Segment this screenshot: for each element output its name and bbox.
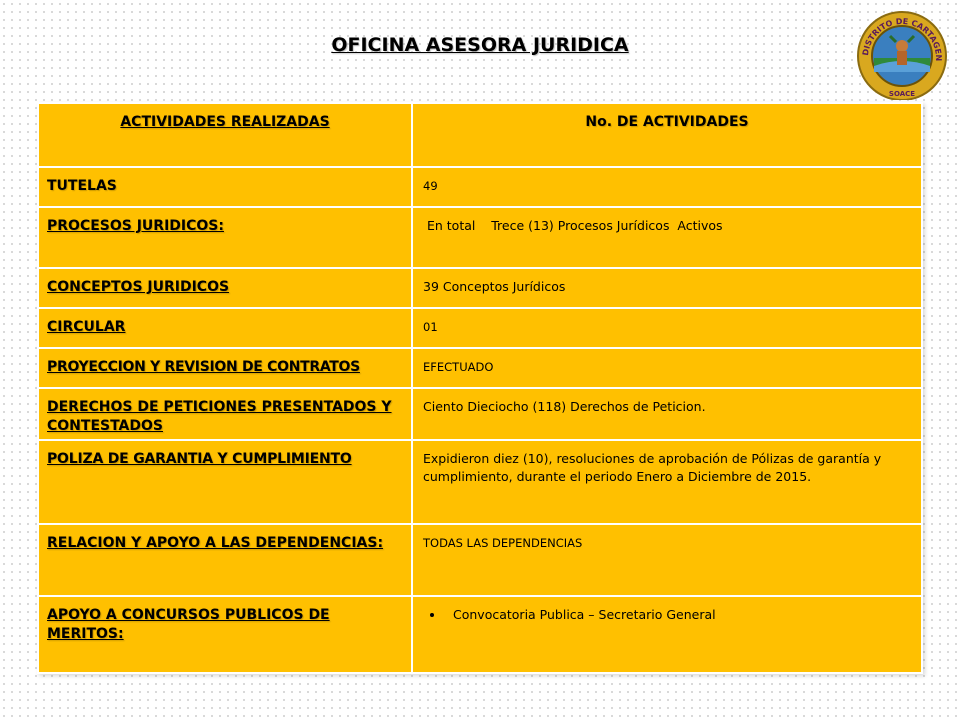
value-cell bbox=[412, 596, 922, 673]
table-row bbox=[38, 207, 922, 268]
table-row bbox=[38, 268, 922, 308]
value-cell: 01 bbox=[412, 308, 922, 348]
activity-cell: POLIZA DE GARANTIA Y CUMPLIMIENTO bbox=[38, 440, 412, 524]
header-count: No. DE ACTIVIDADES bbox=[412, 103, 922, 167]
value-cell: En total Trece (13) Procesos Jurídicos Activos bbox=[412, 207, 922, 268]
value-cell: TODAS LAS DEPENDENCIAS bbox=[412, 524, 922, 596]
table-row bbox=[38, 308, 922, 348]
activity-cell: CIRCULAR bbox=[38, 308, 412, 348]
value-cell: 49 bbox=[412, 167, 922, 207]
svg-text:DISTRITO DE CARTAGENA DE INDIA: DISTRITO DE CARTAGEN bbox=[860, 16, 944, 62]
table-row bbox=[38, 596, 922, 673]
table-header-row bbox=[38, 103, 922, 167]
header-activities: ACTIVIDADES REALIZADAS bbox=[38, 103, 412, 167]
value-cell: Ciento Dieciocho (118) Derechos de Peticion. bbox=[412, 388, 922, 440]
value-cell: EFECTUADO bbox=[412, 348, 922, 388]
activity-cell: TUTELAS bbox=[38, 167, 412, 207]
activities-table bbox=[37, 102, 923, 674]
activity-cell: PROYECCION Y REVISION DE CONTRATOS bbox=[38, 348, 412, 388]
table-row bbox=[38, 524, 922, 596]
table-row bbox=[38, 388, 922, 440]
city-seal-logo bbox=[852, 6, 952, 100]
activity-cell: APOYO A CONCURSOS PUBLICOS DE MERITOS: bbox=[38, 596, 412, 673]
activity-cell: DERECHOS DE PETICIONES PRESENTADOS Y CONTESTADOS bbox=[38, 388, 412, 440]
bullet-list bbox=[423, 606, 913, 624]
page-title: OFICINA ASESORA JURIDICA bbox=[331, 34, 629, 56]
table-row bbox=[38, 348, 922, 388]
activity-cell: PROCESOS JURIDICOS: bbox=[38, 207, 412, 268]
activity-cell: RELACION Y APOYO A LAS DEPENDENCIAS: bbox=[38, 524, 412, 596]
list-item: • Convocatoria Publica – Secretario General bbox=[445, 606, 913, 624]
table-row bbox=[38, 440, 922, 524]
value-cell: Expidieron diez (10), resoluciones de aprobación de Pólizas de garantía y cumplimiento, durante el periodo Enero a Diciembre de 2015. bbox=[412, 440, 922, 524]
table-row bbox=[38, 167, 922, 207]
svg-text:SOACE: SOACE bbox=[888, 90, 916, 98]
value-cell: 39 Conceptos Jurídicos bbox=[412, 268, 922, 308]
activity-cell: CONCEPTOS JURIDICOS bbox=[38, 268, 412, 308]
